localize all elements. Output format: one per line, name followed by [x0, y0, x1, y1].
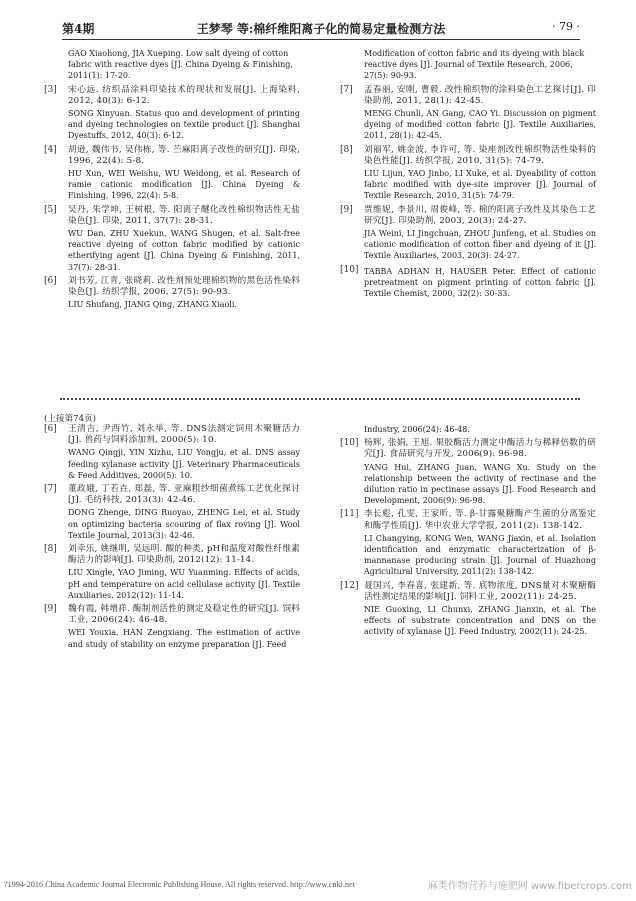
copyright-text: ?1994-2016 China Academic Journal Electronic Publishing House. All rights reserved. http://www.cnki.net — [4, 880, 356, 889]
reference-item: [9] 贾维妮, 李景川, 周俊峰, 等. 棉的阳离子改性及其染色工艺研究[J]. 印染助剂, 2003, 20(3): 24-27. JIA Weini, LI Jingchuan, ZHOU Junfeng, et al. Studies on cationic modification of cotton fiber and dyeing of it [J]. Textile Auxiliaries, 2003, 20(3): 24-27. — [340, 204, 596, 261]
reference-item: [6] 王清吉, 尹西竹, 刘永举, 等. DNS法测定饲用木聚糖活力[J]. 兽药与饲料添加剂, 2000(5): 10. WANG Qingji, YIN Xizhu, LIU Yongju, et al. DNS assay feeding xylanase activity [J]. Veterinary Pharmaceuticals & Feed Additives, 2000(5): 10. — [44, 424, 300, 480]
reference-item: [8] 刘幸乐, 姚继明, 吴远明. 酸的种类, pH和温度对酸性纤维素酶活力的影响[J]. 印染助剂, 2012(12): 11-14. LIU Xingle, YAO Jiming, WU Yuanming. Effects of acids, pH and temperature on acid cellulase activity [J]. Textile Auxiliaries, 2012(12): 11-14. — [44, 544, 300, 600]
section-divider — [60, 398, 580, 400]
running-header — [62, 18, 580, 40]
ref-continuation: Modification of cotton fabric and its dyeing with black reactive dyes [J]. Journal of Textile Research, 2006, 27(5): 90-93. — [364, 49, 585, 81]
reference-item: [10] 杨辉, 张娟, 王旭. 果胶酶活力测定中酶活力与稀释倍数的研究[J]. 食品研究与开发, 2006(9): 96-98. YANG Hui, ZHANG Juan, WANG Xu. Study on the relationship between the activity of rectinase and the dilution ratio in pectinase assays [J]. Food Research and Development, 2006(9): 96-98. — [340, 438, 596, 506]
reference-item: [10] TABBA ADHAN H, HAUSER Peter. Effect of cationic pretreatment on pigment printing of cotton fabric [J]. Textile Chemist, 2000, 32(2): 30-33. — [340, 264, 596, 299]
reference-item: [8] 刘丽军, 姚金波, 李许可, 等. 染座剂改性棉织物活性染料的染色性能[J]. 纺织学报, 2010, 31(5): 74-79. LIU Lijun, YAO Jinbo, LI Xuke, et al. Dyeability of cotton fabric modified with dye-site improver [J]. Journal of Textile Research, 2010, 31(5): 74-79. — [340, 144, 596, 201]
site-watermark: 麻类作物营养与施肥网 www.fibercrops.com — [427, 881, 632, 892]
issue-number: 第4期 — [62, 22, 95, 36]
reference-item: [12] 聂国兴, 李春喜, 张建新, 等. 底物浓度, DNS量对木聚糖酶活性测定结果的影响[J]. 饲料工业, 2002(11): 24-25. NIE Guoxing, LI Chunxi, ZHANG Jianxin, et al. The effects of substrate concentration and DNS on the activity of xylanase [J]. Feed Industry, 2002(11): 24-25. — [340, 580, 596, 637]
references-bottom-right — [340, 424, 596, 641]
reference-item: [5] 吴丹, 朱学坤, 王树根, 等. 阳离子醚化改性棉织物活性无盐染色[J]. 印染, 2011, 37(7): 28-31. WU Dan, ZHU Xuekun, WANG Shugen, et al. Salt-free reactive dyeing of cotton fabric modified by cationic etherifying agent [J]. China Dyeing & Finishing, 2011, 37(7): 28-31. — [44, 204, 300, 272]
running-title: 王梦琴 等:棉纤维阳离子化的简易定量检测方法 — [196, 22, 446, 36]
reference-item: [7] 孟春丽, 安刚, 曹毅. 改性棉织物的涂料染色工艺探讨[J]. 印染助剂, 2011, 28(1): 42-45. MENG Chunli, AN Gang, CAO Yi. Discussion on pigment dyeing of modified cotton fabric [J]. Textile Auxiliaries, 2011, 28(1): 42-45. — [340, 84, 596, 141]
ref-continuation: Industry, 2006(24): 46-48. — [364, 425, 470, 434]
reference-item: [3] 宋心远. 纺织品涂料印染技术的现状和发展[J]. 上海染料, 2012, 40(3): 6-12. SONG Xinyuan. Status quo and development of printing and dyeing technologies on textile product [J]. Shanghai Dyestuffs, 2012, 40(3): 6-12. — [44, 84, 300, 141]
reference-item: [4] 胡逊, 魏伟书, 吴伟栋, 等. 苎麻阳离子改性的研究[J]. 印染, 1996, 22(4): 5-8. HU Xun, WEI Weishu, WU Weidong, et al. Research of ramie cationic modification [J]. China Dyeing & Finishing, 1996, 22(4): 5-8. — [44, 144, 300, 201]
reference-item: [9] 魏有霞, 韩增祥. 酶制剂活性的测定及稳定性的研究[J]. 饲料工业, 2006(24): 46-48. WEI Youxia, HAN Zengxiang. The estimation of active and study of stability on enzyme preparation [J]. Feed — [44, 604, 300, 649]
copyright-footer — [4, 880, 632, 892]
reference-item: [6] 刘书芳, 江青, 张晓莉. 改性剂预处理棉织物的黑色活性染料染色[J]. 纺织学报, 2006, 27(5): 90-93. LIU Shufang, JIANG Qing, ZHANG Xiaoli. — [44, 275, 300, 310]
reference-item: [7] 董政娥, 丁若垚, 郑磊, 等. 亚麻粗纱细菌煮练工艺优化探讨[J]. 毛纺科技, 2013(3): 42-46. DONG Zhenge, DING Ruoyao, ZHENG Lei, et al. Study on optimizing bacteria scouring of flax roving [J]. Wool Textile Journal, 2013(3): 42-46. — [44, 484, 300, 540]
references-top-right — [340, 48, 596, 302]
page-number: · 79 · — [552, 20, 580, 33]
references-top-left — [44, 48, 300, 313]
ref-continuation: GAO Xiaohong, JIA Xueping. Low salt dyeing of cotton fabric with reactive dyes [J]. China Dyeing & Finishing, 2011(1): 17-20. — [68, 49, 293, 81]
continued-from-label: (上接第74页) — [44, 414, 97, 424]
reference-item: [11] 李长彪, 孔雯, 王家昕, 等. β-甘露聚糖酶产生菌的分离鉴定和酶学性质[J]. 华中农业大学学报, 2011(2): 138-142. LI Changying, KONG Wen, WANG Jiaxin, et al. Isolation identification and enzymatic characterization of β-mannanase producing strain [J]. Journal of Huazhong Agricultural University, 2011(2): 138-142. — [340, 509, 596, 577]
references-bottom-left — [44, 424, 300, 653]
